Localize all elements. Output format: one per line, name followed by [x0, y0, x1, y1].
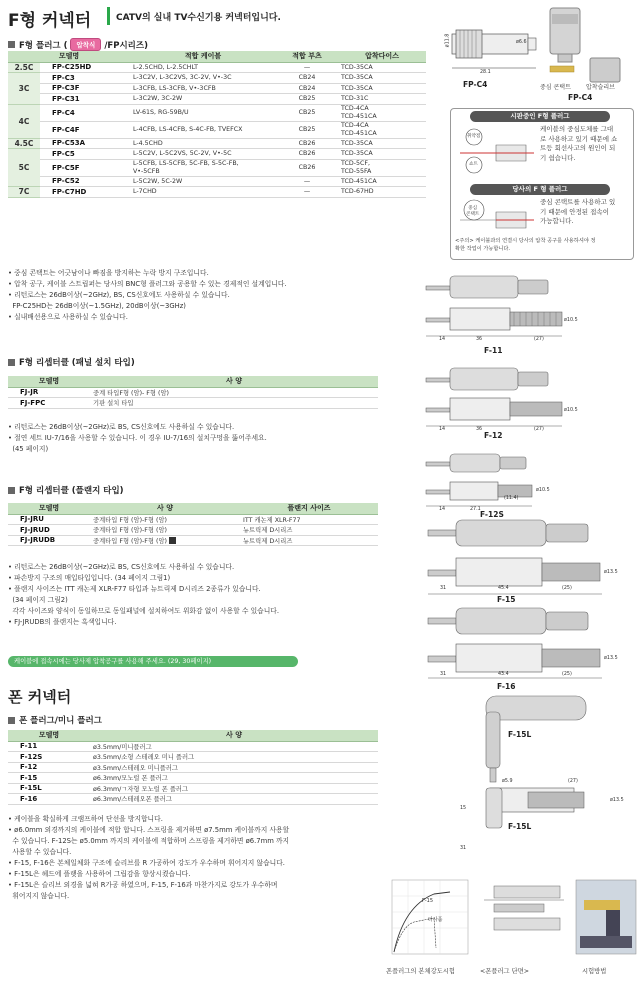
cell-model: FP-C31 — [40, 94, 130, 105]
col-header-die: 압착다이스 — [338, 51, 426, 62]
cell-boot: CB25 — [276, 94, 338, 105]
cell-model: F-15 — [8, 773, 90, 784]
cell-die: TCD-5CF, TCD-55FA — [338, 159, 426, 176]
table-header-row — [8, 51, 426, 62]
f-16-label: F-16 — [497, 682, 516, 691]
cell-model: F-11 — [8, 741, 90, 752]
phone-plug-notes — [8, 814, 393, 902]
table-row — [8, 62, 426, 73]
note-line: • 리턴로스는 26dB이상(~2GHz), BS, CS신호에도 사용하실 수 있습니다. — [8, 291, 230, 299]
test-method-caption: 시험방법 — [582, 968, 607, 975]
cell-model: F-12S — [8, 752, 90, 763]
note-line: (45 페이지) — [8, 445, 49, 453]
cell-die: TCD-451CA — [338, 176, 426, 187]
table-row — [8, 149, 426, 160]
col-header-model: 모델명 — [8, 51, 130, 62]
note-line: 휘어지지 않습니다. — [8, 892, 70, 900]
cell-model: FP-C25HD — [40, 62, 130, 73]
receptacle-flange-table — [8, 503, 378, 546]
f-16-drawing — [428, 608, 602, 678]
cell-die: TCD-35CA — [338, 73, 426, 84]
cell-die: TCD-67HD — [338, 187, 426, 198]
cell-spec: ø3.5mm/소형 스테레오 미니 플러그 — [90, 752, 378, 763]
cell-model: FP-C53A — [40, 138, 130, 149]
note-line: • FJ-JRUDB의 플랜지는 흑색입니다. — [8, 618, 117, 626]
table-header-row: 모델명 사 양 플랜지 사이즈 — [8, 503, 378, 514]
note-line: • 실내배선용으로 사용하실 수 있습니다. — [8, 313, 128, 321]
table-header-row: 모델명 사 양 — [8, 730, 378, 741]
cell-model: FP-C4 — [40, 104, 130, 121]
f-12-drawing — [426, 368, 562, 426]
f-15-drawing — [428, 520, 602, 594]
cell-die: TCD-35CA — [338, 138, 426, 149]
cell-boot: CB25 — [276, 104, 338, 121]
cable-size-group: 4.5C — [8, 138, 40, 149]
table-row — [8, 83, 426, 94]
table-row — [8, 794, 378, 805]
cell-model: F-12 — [8, 762, 90, 773]
cell-boot: — — [276, 62, 338, 73]
note-line: • 케이블을 확실하게 크램프하여 단선을 방지합니다. — [8, 815, 163, 823]
note-line: 수 있습니다. F-12S는 ø5.0mm 까지의 케이블에 적합하며 스프링을 제거하면 ø6.7mm 까지 — [8, 837, 290, 845]
cell-model: FP-C5F — [40, 159, 130, 176]
note-line: 케이블의 중심도체를 그대 — [540, 125, 614, 133]
note-line: 기 때문에 안정된 접속이 — [540, 207, 609, 216]
note-line: • F-15, F-16은 본체일체화 구조에 슬리브를 R 가공하여 강도가 우수하며 휘어지지 않습니다. — [8, 859, 285, 867]
square-bullet-icon — [8, 359, 15, 366]
cable-size-group: 3C — [8, 73, 40, 105]
table-row — [8, 121, 426, 138]
f-15l-drawing — [466, 692, 616, 832]
col-header-cable: 적합 케이블 — [130, 51, 276, 62]
note-line: • 리턴로스는 26dB이상(~2GHz)로 BS, CS신호에도 사용하실 수 있습니다. — [8, 423, 235, 431]
title-accent-bar — [107, 7, 110, 25]
note-line: • 파손방지 구조의 매입타입입니다. (34 페이지 그림1) — [8, 574, 171, 582]
note-line: • 플랜지 사이즈는 ITT 캐논제 XLR-F77 타입과 뉴트릭제 D시리즈 2종류가 있습니다. — [8, 585, 261, 593]
cell-spec: ø3.5mm/미니플러그 — [90, 741, 378, 752]
crimp-footnote — [455, 237, 635, 253]
f-15l-label-bottom: F-15L — [508, 822, 532, 831]
our-plug-title: 당사의 F 형 플러그 — [470, 184, 610, 195]
cell-cable: L-3C2W, 3C-2W — [130, 94, 276, 105]
f-15l-label-top: F-15L — [508, 730, 532, 739]
cell-cable: L-4.5CHD — [130, 138, 276, 149]
cell-die: TCD-35CA — [338, 83, 426, 94]
note-line: • 압착 공구, 케이블 스트립퍼는 당사의 BNC형 플러그와 공용할 수 있는 경제적인 설계입니다. — [8, 280, 287, 288]
table-row — [8, 159, 426, 176]
cable-size-group: 4C — [8, 104, 40, 138]
note-line: • 절연 세트 IU-7/16을 사용할 수 있습니다. 이 경우 IU-7/16의 설치구멍을 뚫어주세요. — [8, 434, 267, 442]
cell-cable: L-5C2V, L-5C2VS, 5C-2V, V•-5C — [130, 149, 276, 160]
black-square-icon — [169, 537, 176, 544]
cell-cable: L-3CFB, LS-3CFB, V•-3CFB — [130, 83, 276, 94]
cell-die: TCD-35CA — [338, 149, 426, 160]
cell-boot: CB26 — [276, 149, 338, 160]
phone-plug-table — [8, 730, 378, 805]
page-title: F형 커넥터 — [8, 11, 92, 31]
note-line: • F-15L은 헤드에 플랫을 사용하여 그립감을 향상시켰습니다. — [8, 870, 191, 878]
fp-c4-label-2: FP-C4 — [568, 93, 593, 102]
table-header-row: 모델명 사 양 — [8, 376, 378, 387]
cell-model: FP-C7HD — [40, 187, 130, 198]
cell-model: FP-C3 — [40, 73, 130, 84]
cell-boot: CB24 — [276, 83, 338, 94]
cell-model: FP-C4F — [40, 121, 130, 138]
market-plug-text — [540, 125, 634, 163]
cell-model: FP-C52 — [40, 176, 130, 187]
cell-boot: CB24 — [276, 73, 338, 84]
cell-die: TCD-35CA — [338, 62, 426, 73]
note-line: (34 페이지 그림2) — [8, 596, 68, 604]
table-row: FJ-JRUDB 중계타입 F형 (암)-F형 (암) 뉴트릭제 D시리즈 — [8, 535, 378, 546]
table-row — [8, 94, 426, 105]
square-bullet-icon — [8, 487, 15, 494]
note-line: • ø6.0mm 외경까지의 케이블에 적합 합니다. 스프링을 제거하면 ø7.5mm 케이블까지 사용할 — [8, 826, 290, 834]
note-line: 트등 회선사고의 원인이 되 — [540, 144, 616, 152]
cell-cable: L-2.5CHD, L-2.5CHLT — [130, 62, 276, 73]
our-plug-text — [540, 198, 634, 227]
table-row — [8, 773, 378, 784]
receptacle-flange-notes — [8, 562, 418, 628]
cell-die: TCD-31C — [338, 94, 426, 105]
table-row — [8, 752, 378, 763]
note-line: 중심 콘택트를 사용하고 있 — [540, 198, 616, 206]
table-row — [8, 138, 426, 149]
cell-spec: ø6.3mm/스테레오폰 플러그 — [90, 794, 378, 805]
cell-spec: ø3.5mm/스테레오 미니플러그 — [90, 762, 378, 773]
cell-boot: CB26 — [276, 138, 338, 149]
fp-c4-drawing — [438, 6, 638, 106]
square-bullet-icon — [8, 41, 15, 48]
note-line: 가능합니다. — [540, 217, 574, 225]
cell-cable: L-5CFB, LS-5CFB, 5C-FB, S-5C-FB, V•-5CFB — [130, 159, 276, 176]
crimp-badge: 압착식 — [70, 38, 101, 51]
cell-cable: L-7CHD — [130, 187, 276, 198]
cell-boot: — — [276, 176, 338, 187]
cell-cable: L-3C2V, L-3C2VS, 3C-2V, V•-3C — [130, 73, 276, 84]
cell-boot: — — [276, 187, 338, 198]
cell-die: TCD-4CA TCD-451CA — [338, 121, 426, 138]
f-15-label: F-15 — [497, 595, 516, 604]
f-11-label: F-11 — [484, 346, 503, 355]
cell-boot: CB25 — [276, 121, 338, 138]
table-row: FJ-JRU 중계타입 F형 (암)-F형 (암) ITT 캐논제 XLR-F77 — [8, 514, 378, 525]
f-11-drawing — [426, 276, 562, 336]
our-plug-diagram — [456, 198, 538, 238]
note-line: • F-15L은 슬리브 외경을 넓혀 R가공 하였으며, F-15, F-16과 마찬가지로 강도가 우수하며 — [8, 881, 278, 889]
phone-connector-title: 폰 커넥터 — [8, 688, 72, 706]
cell-die: TCD-4CA TCD-451CA — [338, 104, 426, 121]
table-row: FJ-JR 중계 타입F형 (암)- F형 (암) — [8, 387, 378, 398]
table-row — [8, 104, 426, 121]
receptacle-flange-header: F형 리셉터클 (플랜지 타입) — [8, 484, 124, 496]
cell-cable: L-5C2W, 5C-2W — [130, 176, 276, 187]
receptacle-panel-table — [8, 376, 378, 409]
cell-model: F-15L — [8, 783, 90, 794]
f-12s-label: F-12S — [480, 510, 504, 519]
table-row — [8, 176, 426, 187]
table-row — [8, 187, 426, 198]
cell-cable: LV-61S, RG-59B/U — [130, 104, 276, 121]
note-line: FP-C25HD는 26dB이상(~1.5GHz), 20dB이상(~3GHz) — [8, 302, 186, 310]
cell-boot: CB26 — [276, 159, 338, 176]
note-line: • 리턴로스는 26dB이상(~2GHz)로 BS, CS신호에도 사용하실 수 있습니다. — [8, 563, 235, 571]
cable-size-group: 7C — [8, 187, 40, 198]
cross-section-caption: <폰플러그 단면> — [480, 968, 530, 975]
f-plug-notes — [8, 268, 418, 323]
cell-spec: ø6.3mm/ㄱ자형 모노럴 폰 플러그 — [90, 783, 378, 794]
f-plug-table — [8, 51, 426, 198]
crimp-tool-note: 케이블에 접속시에는 당사제 압착공구를 사용해 주세요. (29, 30페이지) — [8, 656, 298, 667]
table-row — [8, 73, 426, 84]
note-line: • 중심 콘택트는 어긋남이나 빠짐을 방지하는 누락 방지 구조입니다. — [8, 269, 209, 277]
note-line: 각각 사이즈와 양식이 동일하므로 동일패널에 설치하여도 위화감 없이 사용할 수 있습니다. — [8, 607, 280, 615]
phone-plug-drawings — [422, 268, 640, 688]
receptacle-panel-header: F형 리셉터클 (패널 설치 타입) — [8, 356, 135, 368]
receptacle-panel-notes — [8, 422, 418, 455]
table-row — [8, 783, 378, 794]
table-row: FJ-FPC 기판 설치 타입 — [8, 398, 378, 409]
square-bullet-icon — [8, 717, 15, 724]
market-plug-title: 시판중인 F형 플러그 — [470, 111, 610, 122]
note-line: <주의> 케이블과의 연결시 당사의 압착 공구를 사용하셔야 정 — [455, 238, 596, 244]
cable-size-group: 5C — [8, 149, 40, 187]
col-header-boot: 적합 부츠 — [276, 51, 338, 62]
page-description: CATV의 실내 TV수신기용 커넥터입니다. — [116, 13, 281, 23]
note-line: 확한 작업이 가능합니다. — [455, 246, 511, 252]
f-12-label: F-12 — [484, 431, 503, 440]
cell-model: F-16 — [8, 794, 90, 805]
cable-size-group: 2.5C — [8, 62, 40, 73]
fp-c4-label: FP-C4 — [463, 80, 488, 89]
cell-model: FP-C5 — [40, 149, 130, 160]
table-row: FJ-JRUD 중계타입 F형 (암)-F형 (암) 뉴트릭제 D시리즈 — [8, 525, 378, 536]
cell-spec: ø6.3mm/모노럴 폰 플러그 — [90, 773, 378, 784]
table-row — [8, 741, 378, 752]
table-row — [8, 762, 378, 773]
cell-cable: L-4CFB, LS-4CFB, S-4C-FB, TVEFCX — [130, 121, 276, 138]
cell-model: FP-C3F — [40, 83, 130, 94]
strength-test-caption: 폰플러그의 본체강도시험 — [386, 968, 455, 975]
phone-plug-header: 폰 플러그/미니 플러그 — [8, 714, 102, 726]
note-line: 로 사용하고 있기 때문에 쇼 — [540, 134, 618, 143]
strength-test-figures — [384, 876, 640, 966]
f-plug-section-header: F형 플러그 ( 압착식 /FP시리즈) — [8, 38, 148, 51]
note-line: 기 쉽습니다. — [540, 153, 576, 162]
note-line: 사용할 수 있습니다. — [8, 848, 72, 856]
